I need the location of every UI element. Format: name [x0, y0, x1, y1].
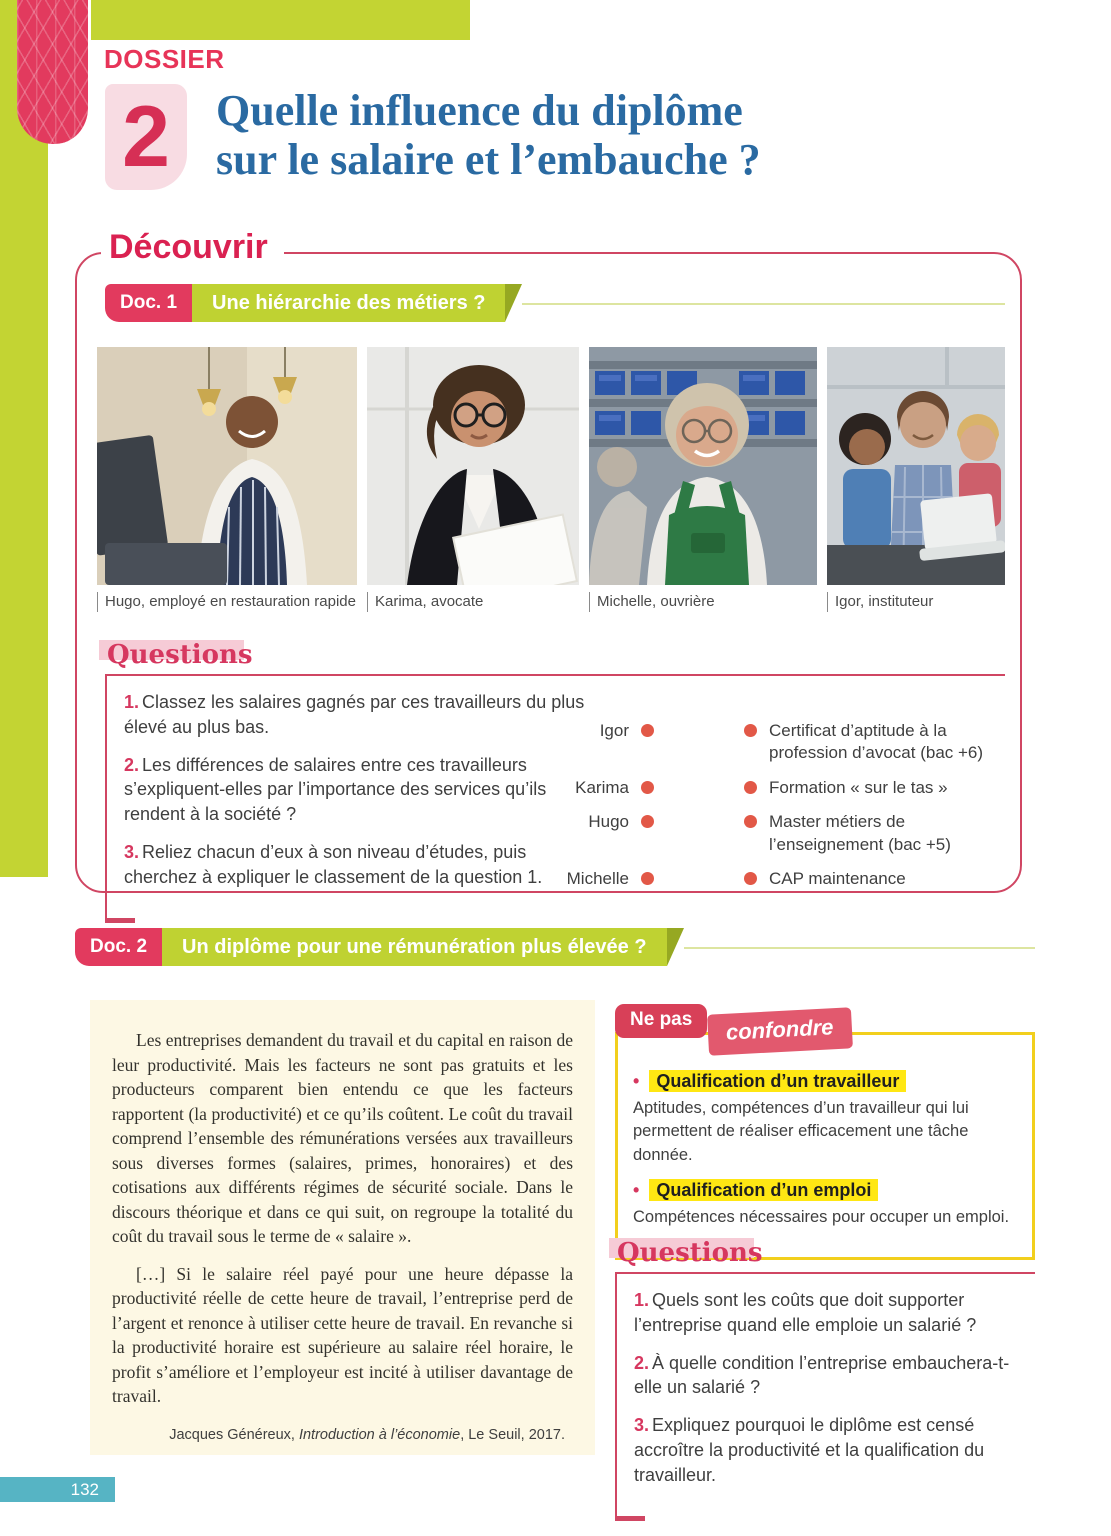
- matching-row: [544, 777, 1014, 799]
- photo-igor: [827, 347, 1005, 585]
- photo-hugo: [97, 347, 357, 585]
- question-text: À quelle condition l’entreprise embauchera-t-elle un salarié ?: [634, 1352, 1010, 1398]
- confondre-content: [615, 1032, 1035, 1260]
- doc2-paragraph: […] Si le salaire réel payé pour une heure dépasse la productivité réelle de cette heure de travail, l’entreprise perd de l’argent et renonce à utiliser cette heure de travail. En revanche si la productivité horaire est supérieure au salaire réel horaire, le profit s’améliore et l’employeur est incité à utiliser davantage de travail.: [112, 1263, 573, 1406]
- doc2-questions-body: [615, 1274, 1035, 1519]
- photo-michelle: [589, 347, 817, 585]
- page-title: [216, 86, 761, 185]
- matching-row: [544, 868, 1014, 890]
- matching-gap: [654, 720, 732, 765]
- photo-cell-karima: [367, 347, 579, 612]
- question-text: Les différences de salaires entre ces travailleurs s’expliquent-elles par l’importance des services qu’ils rendent à la société ?: [124, 754, 547, 825]
- question-item: [124, 690, 596, 740]
- confondre-tag-1: Ne pas: [615, 1004, 707, 1038]
- doc1-questions-body: [105, 676, 1005, 921]
- bullet-dot-icon: •: [633, 1071, 640, 1091]
- confondre-tag-2: confondre: [707, 1007, 853, 1055]
- question-number: 1.: [124, 692, 140, 712]
- question-item: [124, 753, 596, 827]
- photo-hugo-illustration: [97, 347, 357, 585]
- match-dot-icon: [744, 724, 757, 737]
- question-text: Classez les salaires gagnés par ces travailleurs du plus élevé au plus bas.: [124, 692, 585, 737]
- photo-caption: Igor, instituteur: [827, 592, 1005, 612]
- question-text: Reliez chacun d’eux à son niveau d’études, puis cherchez à expliquer le classement de la question 1.: [124, 842, 543, 887]
- doc2-text-box: [90, 1000, 595, 1455]
- matching-level: Master métiers de l’enseignement (bac +5): [769, 812, 951, 854]
- dossier-kicker: DOSSIER: [104, 44, 225, 74]
- match-dot-icon: [641, 724, 654, 737]
- doc1-tag: Doc. 1: [105, 284, 192, 322]
- match-dot-icon: [641, 815, 654, 828]
- match-dot-icon: [744, 815, 757, 828]
- definition-text: Aptitudes, compétences d’un travailleur qui lui permettent de réaliser efficacement une tâche donnée.: [633, 1099, 969, 1164]
- source-work: Introduction à l’économie: [298, 1426, 461, 1443]
- matching-exercise: [544, 720, 1014, 903]
- doc2-source: [112, 1427, 573, 1443]
- doc2-banner: [75, 928, 1035, 966]
- photo-igor-illustration: [827, 347, 1005, 585]
- source-author: Jacques Généreux,: [169, 1426, 299, 1443]
- doc1-banner: [105, 284, 1005, 322]
- dossier-number: 2: [122, 89, 170, 185]
- photo-row: [97, 347, 1005, 612]
- question-text: Expliquez pourquoi le diplôme est censé accroître la productivité et la qualification du travailleur.: [634, 1415, 985, 1485]
- definition-term: Qualification d’un travailleur: [649, 1070, 906, 1092]
- photo-karima: [367, 347, 579, 585]
- banner-fold-icon: [505, 284, 522, 322]
- banner-rule: [522, 303, 1005, 305]
- question-number: 1.: [634, 1290, 650, 1310]
- photo-caption: Karima, avocate: [367, 592, 579, 612]
- doc2-paragraph: Les entreprises demandent du travail et du capital en raison de leur productivité. Mais les facteurs ne sont pas gratuits et les producteurs comparent bien entendu ce que les facteurs rapportent (la productivité) et ce qu’ils coûtent. Le coût du travail comprend l’ensemble des rémunérations versées aux travailleurs sous diverses formes (salaires, primes, honoraires) et des cotisations aux différents régimes de sécurité sociale. Dans le discours théorique et dans ce qui suit, on regroupe la totalité du coût du travail sous le terme de « salaire ».: [112, 1030, 573, 1246]
- page-title-line1: Quelle influence du diplôme: [216, 86, 743, 135]
- matching-name: Hugo: [588, 812, 629, 832]
- definition-term: Qualification d’un emploi: [649, 1179, 878, 1201]
- definition-term-row: [633, 1071, 1017, 1092]
- doc2-questions-title: [615, 1238, 763, 1268]
- question-number: 2.: [634, 1352, 650, 1373]
- doc1-questions: [105, 640, 1005, 921]
- definition-term-row: [633, 1180, 1017, 1201]
- question-item: [124, 840, 596, 890]
- question-number: 2.: [124, 754, 140, 775]
- banner-fold-icon: [667, 928, 684, 966]
- photo-cell-igor: [827, 347, 1005, 612]
- definition-text: Compétences nécessaires pour occuper un emploi.: [633, 1208, 1010, 1227]
- question-item: [634, 1413, 1035, 1487]
- doc2-tag: Doc. 2: [75, 928, 162, 966]
- matching-gap: [654, 777, 732, 799]
- question-item: [634, 1351, 1035, 1401]
- match-dot-icon: [641, 872, 654, 885]
- question-number: 3.: [124, 842, 140, 863]
- page-number-badge: 132: [0, 1477, 115, 1502]
- doc2-questions: [615, 1238, 1035, 1519]
- page-title-line2: sur le salaire et l’embauche ?: [216, 135, 761, 185]
- questions-title-text: Questions: [107, 640, 253, 670]
- patterned-ribbon: [17, 0, 91, 144]
- section-title: Découvrir: [101, 228, 284, 267]
- banner-rule: [684, 947, 1035, 949]
- matching-gap: [654, 811, 732, 856]
- match-dot-icon: [744, 781, 757, 794]
- photo-michelle-illustration: [589, 347, 817, 585]
- matching-gap: [654, 868, 732, 890]
- photo-karima-illustration: [367, 347, 579, 585]
- doc2-title: Un diplôme pour une rémunération plus élevée ?: [162, 928, 667, 966]
- dossier-number-badge: [105, 84, 187, 190]
- bullet-dot-icon: •: [633, 1180, 640, 1201]
- question-text: Quels sont les coûts que doit supporter l’entreprise quand elle emploie un salarié ?: [634, 1290, 977, 1335]
- matching-row: [544, 811, 1014, 856]
- matching-name: Michelle: [566, 869, 629, 889]
- question-item: [634, 1288, 1035, 1338]
- matching-level: Formation « sur le tas »: [769, 777, 948, 797]
- photo-caption: Hugo, employé en restauration rapide: [97, 592, 357, 612]
- matching-row: [544, 720, 1014, 765]
- matching-name: Karima: [575, 777, 629, 797]
- match-dot-icon: [641, 781, 654, 794]
- doc1-title: Une hiérarchie des métiers ?: [192, 284, 505, 322]
- source-rest: , Le Seuil, 2017.: [460, 1426, 565, 1443]
- question-number: 3.: [634, 1415, 650, 1436]
- photo-caption: Michelle, ouvrière: [589, 592, 817, 612]
- photo-cell-michelle: [589, 347, 817, 612]
- doc1-questions-title: [105, 640, 253, 670]
- matching-name: Igor: [599, 721, 629, 740]
- ne-pas-confondre-box: [615, 1004, 1035, 1260]
- match-dot-icon: [744, 872, 757, 885]
- photo-cell-hugo: [97, 347, 357, 612]
- confondre-tags: [615, 1004, 1035, 1045]
- matching-level: CAP maintenance: [769, 869, 906, 889]
- matching-level: Certificat d’aptitude à la profession d’avocat (bac +6): [769, 721, 984, 763]
- questions-title-text: Questions: [617, 1238, 763, 1268]
